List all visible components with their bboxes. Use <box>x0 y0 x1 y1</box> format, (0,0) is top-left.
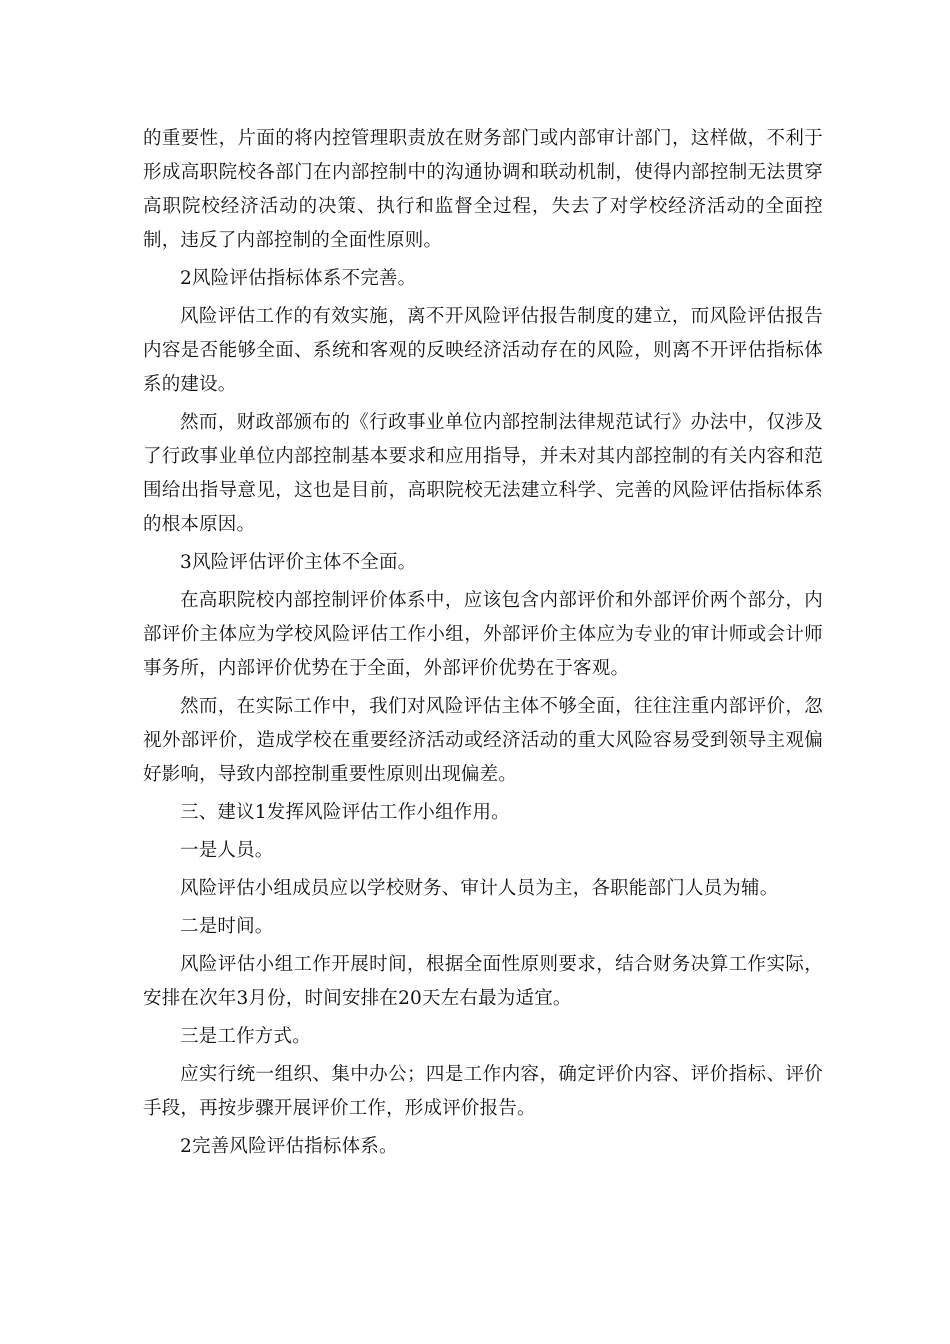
paragraph: 应实行统一组织、集中办公；四是工作内容，确定评价内容、评价指标、评价手段，再按步骤开展评价工作，形成评价报告。 <box>143 1064 823 1119</box>
paragraph: 三是工作方式。 <box>180 1026 311 1047</box>
section-heading: 2完善风险评估指标体系。 <box>180 1136 398 1157</box>
paragraph: 风险评估小组工作开展时间，根据全面性原则要求，结合财务决算工作实际，安排在次年3月份，时间安排在20天左右最为适宜。 <box>143 954 823 1009</box>
section-heading: 3风险评估评价主体不全面。 <box>180 552 417 573</box>
paragraph: 风险评估工作的有效实施，离不开风险评估报告制度的建立，而风险评估报告内容是否能够全面、系统和客观的反映经济活动存在的风险，则离不开评估指标体系的建设。 <box>143 306 823 395</box>
paragraph: 的重要性，片面的将内控管理职责放在财务部门或内部审计部门，这样做，不利于形成高职院校各部门在内部控制中的沟通协调和联动机制，使得内部控制无法贯穿高职院校经济活动的决策、执行和监督全过程，失去了对学校经济活动的全面控制，违反了内部控制的全面性原则。 <box>143 128 823 251</box>
section-heading: 三、建议1发挥风险评估工作小组作用。 <box>180 802 510 823</box>
paragraph: 风险评估小组成员应以学校财务、审计人员为主，各职能部门人员为辅。 <box>180 878 779 899</box>
section-heading: 2风险评估指标体系不完善。 <box>180 268 417 289</box>
document-body <box>143 122 823 1168</box>
paragraph: 二是时间。 <box>180 916 274 937</box>
paragraph: 然而，财政部颁布的《行政事业单位内部控制法律规范试行》办法中，仅涉及了行政事业单位内部控制基本要求和应用指导，并未对其内部控制的有关内容和范围给出指导意见，这也是目前，高职院校无法建立科学、完善的风险评估指标体系的根本原因。 <box>143 412 823 535</box>
paragraph: 然而，在实际工作中，我们对风险评估主体不够全面，往往注重内部评价，忽视外部评价，造成学校在重要经济活动或经济活动的重大风险容易受到领导主观偏好影响，导致内部控制重要性原则出现偏差。 <box>143 696 823 785</box>
paragraph: 一是人员。 <box>180 840 274 861</box>
paragraph: 在高职院校内部控制评价体系中，应该包含内部评价和外部评价两个部分，内部评价主体应为学校风险评估工作小组，外部评价主体应为专业的审计师或会计师事务所，内部评价优势在于全面，外部评价优势在于客观。 <box>143 590 823 679</box>
